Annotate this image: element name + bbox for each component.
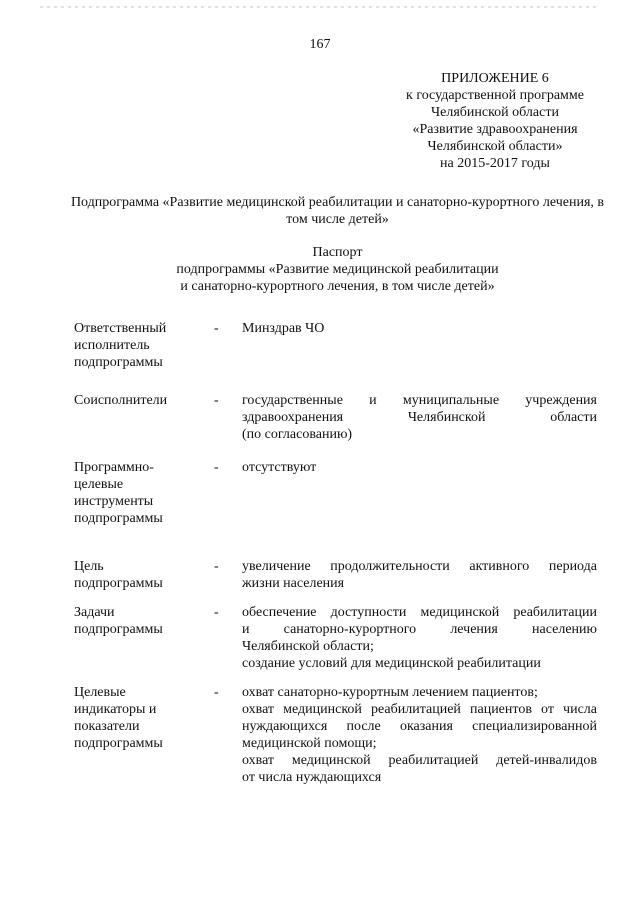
row-label-line: индикаторы и bbox=[74, 702, 157, 717]
row-value-line: медицинской помощи; bbox=[242, 736, 377, 751]
row-label bbox=[74, 604, 194, 638]
appendix-header bbox=[380, 70, 610, 172]
row-label-line: подпрограммы bbox=[74, 355, 163, 370]
appendix-line: к государственной программе bbox=[406, 88, 584, 103]
row-value-line: отсутствуют bbox=[242, 460, 317, 475]
row-label-line: инструменты bbox=[74, 494, 154, 509]
row-value bbox=[242, 604, 597, 672]
subprogram-title: Подпрограмма «Развитие медицинской реабилитации и санаторно-курортного лечения, в том числе детей» bbox=[70, 195, 605, 227]
row-label-line: Соисполнители bbox=[74, 393, 168, 408]
row-label-line: исполнитель bbox=[74, 338, 150, 353]
row-label bbox=[74, 558, 194, 592]
appendix-line: Челябинской области» bbox=[427, 139, 563, 154]
row-value-line: охват санаторно-курортным лечением пациентов; bbox=[242, 685, 538, 700]
row-label-line: Ответственный bbox=[74, 321, 167, 336]
row-label bbox=[74, 459, 194, 527]
row-value-line: охват медицинской реабилитацией пациентов от числа bbox=[242, 702, 597, 717]
row-dash: - bbox=[214, 605, 219, 620]
row-dash: - bbox=[214, 685, 219, 700]
row-value-line: увеличение продолжительности активного периода bbox=[242, 559, 597, 574]
row-value-line: жизни населения bbox=[242, 576, 345, 591]
row-value bbox=[242, 459, 597, 476]
row-label-line: подпрограммы bbox=[74, 576, 163, 591]
row-value-line: охват медицинской реабилитацией детей-инвалидов bbox=[242, 753, 597, 768]
row-value bbox=[242, 684, 597, 786]
appendix-title: ПРИЛОЖЕНИЕ 6 bbox=[441, 71, 549, 86]
row-label-line: Целевые bbox=[74, 685, 126, 700]
row-label-line: Задачи bbox=[74, 605, 115, 620]
row-label-line: целевые bbox=[74, 477, 124, 492]
row-value-line: государственные и муниципальные учреждения bbox=[242, 393, 597, 408]
row-label bbox=[74, 392, 194, 409]
row-dash: - bbox=[214, 321, 219, 336]
appendix-line: на 2015-2017 годы bbox=[440, 156, 550, 171]
passport-subtitle-line: и санаторно-курортного лечения, в том числе детей» bbox=[180, 279, 495, 294]
row-value-line: здравоохранения Челябинской области bbox=[242, 410, 597, 425]
row-label-line: Цель bbox=[74, 559, 104, 574]
row-value bbox=[242, 558, 597, 592]
row-label-line: Программно- bbox=[74, 460, 154, 475]
row-label bbox=[74, 684, 194, 752]
row-label-line: подпрограммы bbox=[74, 511, 163, 526]
page-number: 167 bbox=[309, 37, 331, 52]
row-dash: - bbox=[214, 559, 219, 574]
row-label-line: показатели bbox=[74, 719, 140, 734]
row-value-line: создание условий для медицинской реабилитации bbox=[242, 656, 541, 671]
passport-heading: Паспорт bbox=[312, 245, 363, 260]
row-value bbox=[242, 320, 597, 337]
row-value-line: нуждающихся после оказания специализированной bbox=[242, 719, 597, 734]
row-label-line: подпрограммы bbox=[74, 622, 163, 637]
row-value bbox=[242, 392, 597, 443]
row-value-line: (по согласованию) bbox=[242, 427, 353, 442]
row-label-line: подпрограммы bbox=[74, 736, 163, 751]
row-label bbox=[74, 320, 194, 371]
appendix-line: «Развитие здравоохранения bbox=[412, 122, 578, 137]
row-value-line: и санаторно-курортного лечения населению bbox=[242, 622, 597, 637]
scan-edge-noise bbox=[40, 6, 600, 8]
row-value-line: Минздрав ЧО bbox=[242, 321, 325, 336]
row-dash: - bbox=[214, 393, 219, 408]
row-value-line: обеспечение доступности медицинской реабилитации bbox=[242, 605, 597, 620]
row-dash: - bbox=[214, 460, 219, 475]
row-value-line: Челябинской области; bbox=[242, 639, 374, 654]
appendix-line: Челябинской области bbox=[431, 105, 559, 120]
passport-subtitle-line: подпрограммы «Развитие медицинской реабилитации bbox=[176, 262, 499, 277]
row-value-line: от числа нуждающихся bbox=[242, 770, 382, 785]
passport-heading-block bbox=[70, 244, 605, 295]
